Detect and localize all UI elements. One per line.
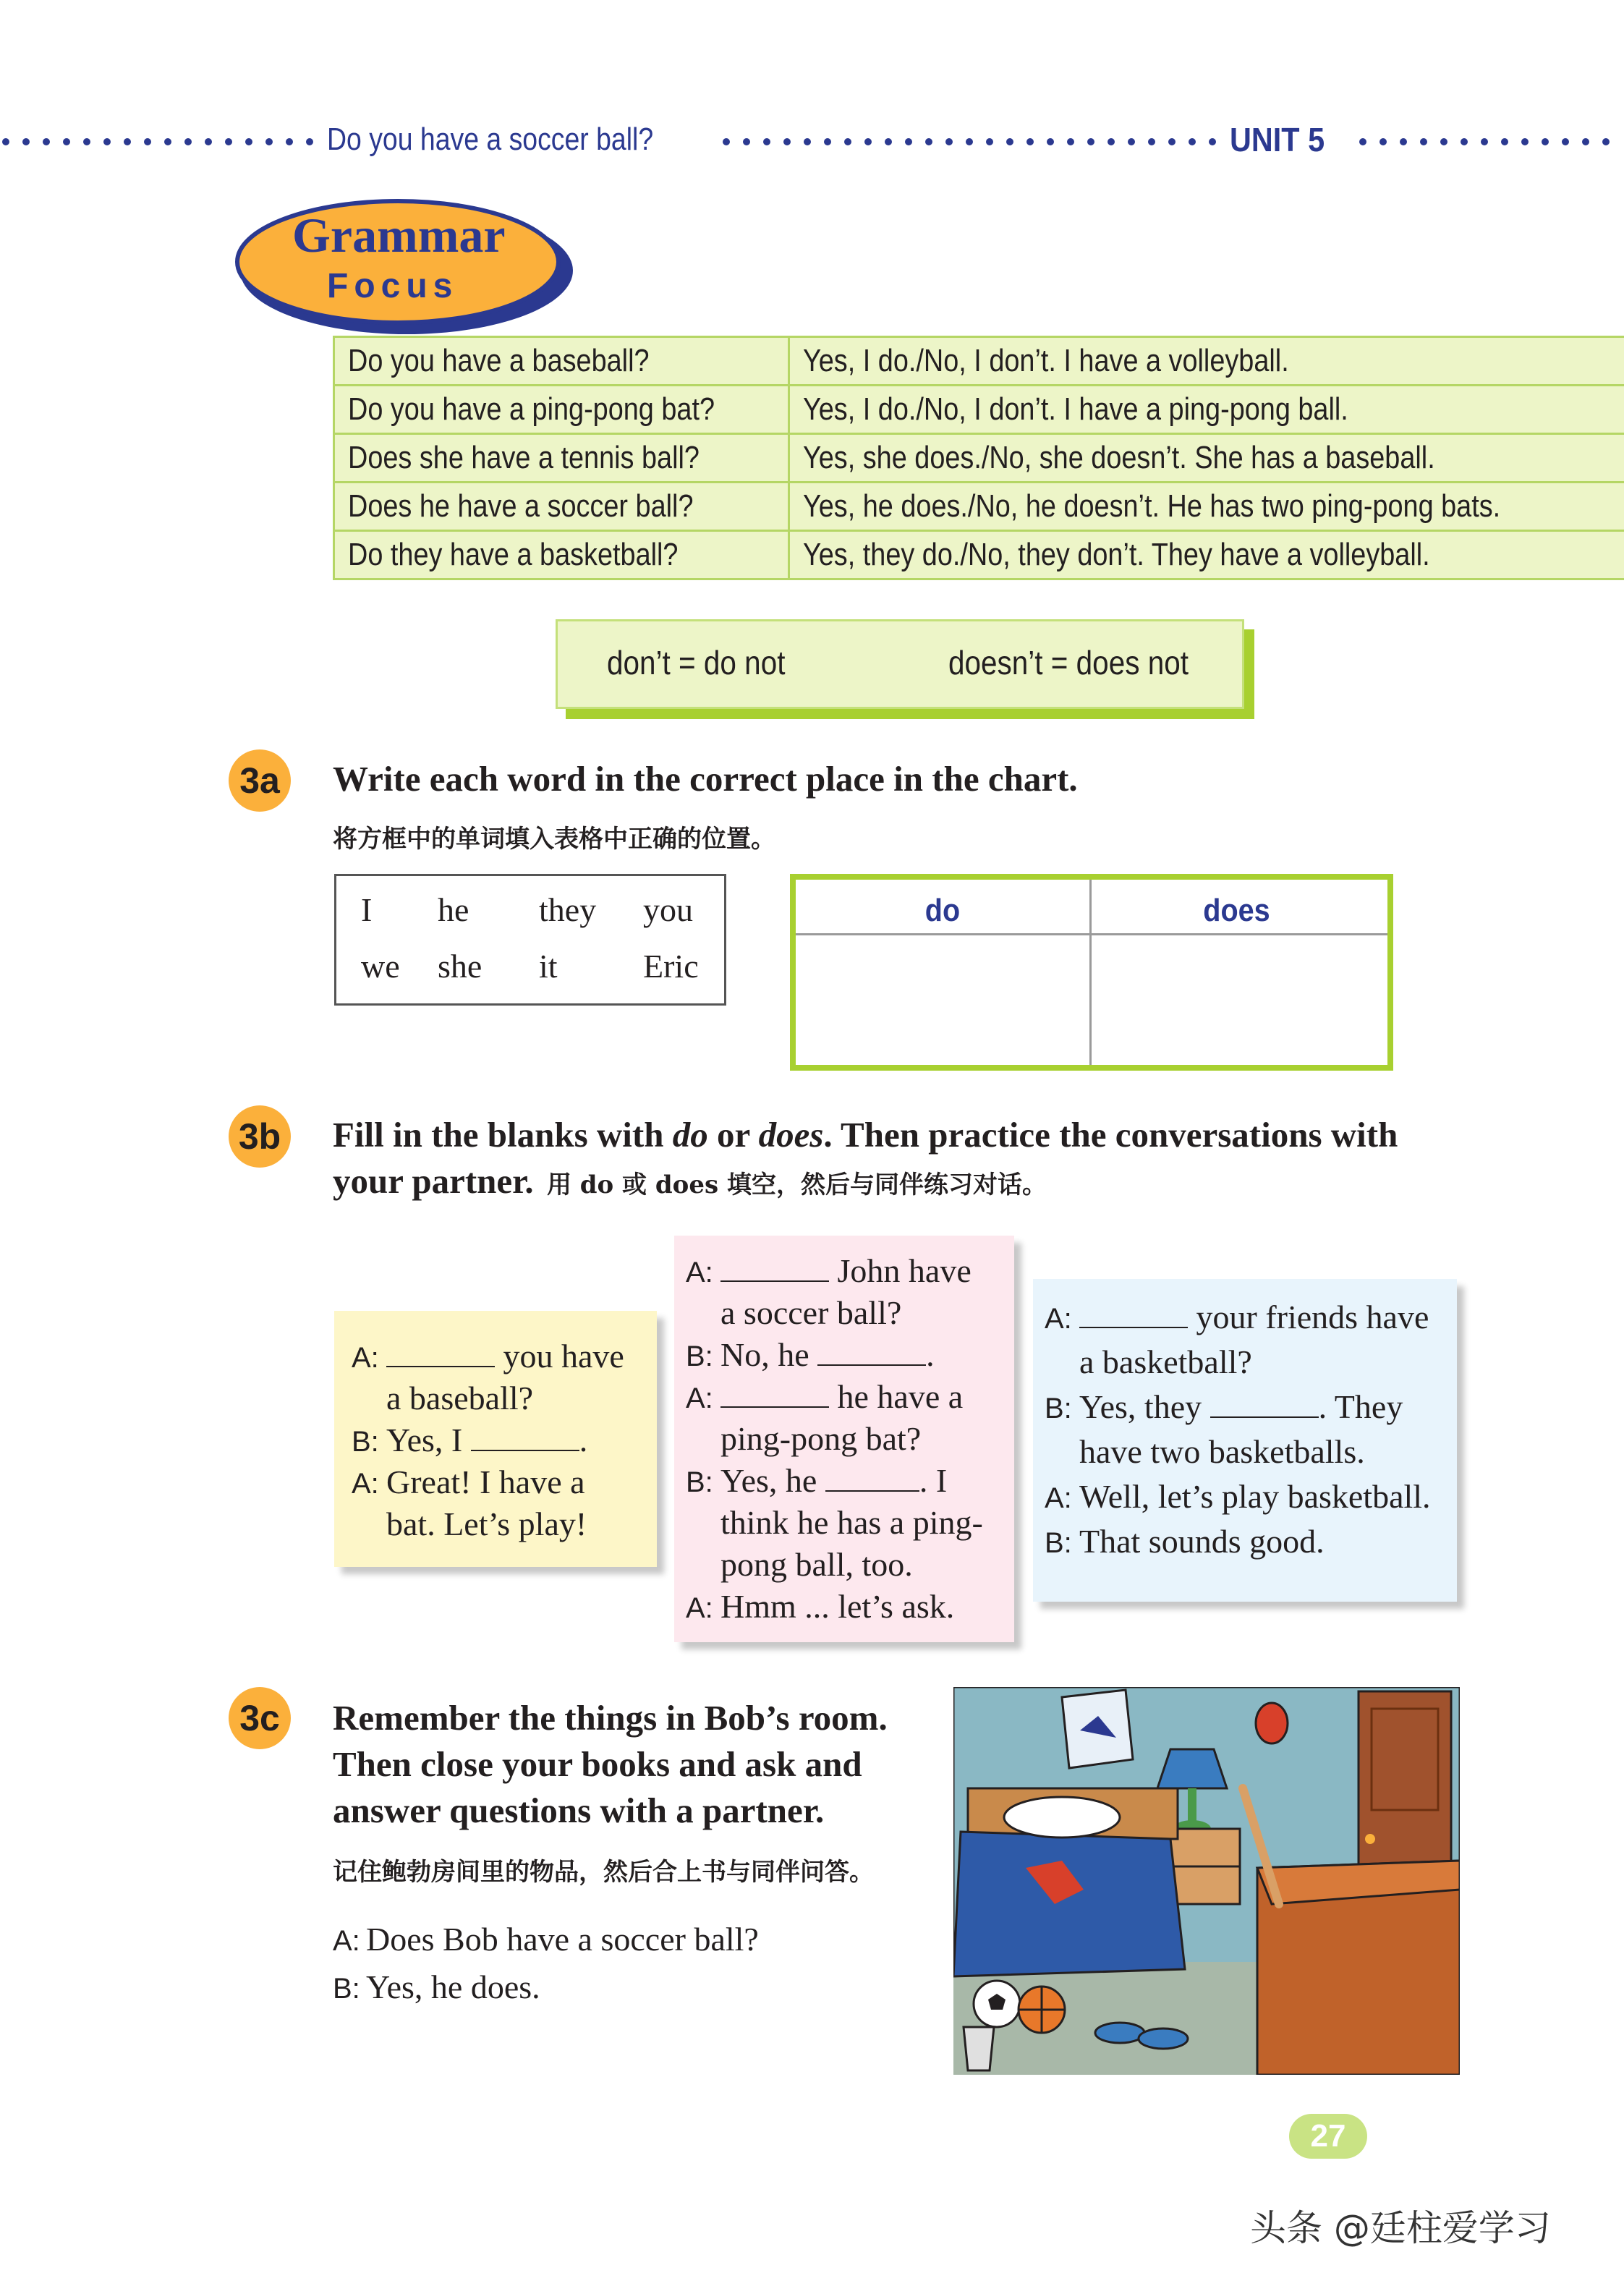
- conv3-line: a basketball?: [1079, 1343, 1252, 1380]
- soccer-ball-icon: [974, 1981, 1020, 2027]
- poster-icon: [1062, 1690, 1133, 1768]
- exercise-badge-3a: 3a: [229, 749, 291, 812]
- speaker-label: B:: [686, 1466, 713, 1498]
- watermark: 头条 @廷柱爱学习: [1250, 2207, 1551, 2249]
- conv3-line: [1045, 1298, 1429, 1336]
- conv-text: Well, let’s play basketball.: [1079, 1478, 1431, 1515]
- word-item: you: [643, 891, 693, 928]
- chart-header-do: do: [924, 893, 961, 928]
- focus-title: Focus: [327, 267, 459, 305]
- conv2-line: [686, 1461, 947, 1500]
- question-cell: Does she have a tennis ball?: [348, 440, 700, 475]
- conv-text: .: [579, 1422, 588, 1458]
- speaker-label: A:: [686, 1592, 713, 1624]
- speaker-label: A:: [1045, 1482, 1072, 1514]
- do-does-chart: [790, 874, 1393, 1071]
- answer-blank[interactable]: [817, 1338, 926, 1366]
- speaker-label: A:: [352, 1342, 379, 1374]
- grammar-title: Grammar: [292, 208, 506, 263]
- chinese-instruction-3c: 记住鲍勃房间里的物品，然后合上书与同伴问答。: [333, 1858, 874, 1887]
- bobs-room-illustration: [953, 1687, 1460, 2075]
- instruction-3b-line2: [333, 1160, 1047, 1202]
- table-row: [334, 386, 1624, 434]
- word-item: I: [361, 891, 373, 928]
- speaker-label: A:: [1045, 1303, 1072, 1335]
- instruction-3a: Write each word in the correct place in the chart.: [333, 759, 1078, 799]
- conv2-line: pong ball, too.: [720, 1546, 913, 1583]
- conv-text: your friends have: [1196, 1299, 1429, 1335]
- word-item: he: [438, 891, 469, 928]
- speaker-label: A:: [352, 1468, 379, 1500]
- dialog-line-a: [333, 1920, 759, 1958]
- answer-blank[interactable]: [471, 1424, 579, 1451]
- answer-cell: Yes, I do./No, I don’t. I have a volleyball.: [802, 343, 1289, 378]
- instruction-3c-line1: Remember the things in Bob’s room.: [333, 1698, 888, 1738]
- instruction-3b-part: Fill in the blanks with: [333, 1115, 673, 1155]
- contraction-doesnt: doesn’t = does not: [948, 644, 1189, 681]
- instruction-3c-line2: Then close your books and ask and: [333, 1744, 862, 1784]
- speaker-label: B:: [1045, 1527, 1072, 1559]
- conv-text: That sounds good.: [1079, 1523, 1325, 1560]
- instruction-3b-do: do: [672, 1115, 708, 1155]
- conv-text: Yes, he: [720, 1462, 817, 1499]
- answer-cell: Yes, they do./No, they don’t. They have a volleyball.: [802, 537, 1430, 572]
- word-item: we: [361, 948, 400, 985]
- word-item: she: [438, 948, 482, 985]
- word-item: Eric: [643, 948, 699, 985]
- grammar-table: [333, 336, 1624, 580]
- conv2-line: [686, 1587, 954, 1626]
- conv-text: Yes, they: [1079, 1388, 1202, 1425]
- chinese-instruction-3b: 用 do 或 does 填空，然后与同伴练习对话。: [546, 1171, 1047, 1199]
- conversation-box-1: [334, 1311, 657, 1567]
- header-dots-middle: [720, 135, 1220, 149]
- word-item: they: [539, 891, 597, 928]
- exercise-badge-3c: 3c: [229, 1687, 291, 1749]
- word-box: [334, 874, 726, 1006]
- conv1-line: bat. Let’s play!: [386, 1505, 587, 1542]
- conv-text: .: [926, 1336, 935, 1373]
- speaker-label: B:: [352, 1426, 379, 1458]
- header-title: Do you have a soccer ball?: [327, 122, 654, 157]
- instruction-3b-does: does: [758, 1115, 824, 1155]
- conv-text: John have: [837, 1252, 972, 1289]
- conv1-line: [352, 1463, 585, 1501]
- dialog-line-b: [333, 1968, 540, 2006]
- answer-blank[interactable]: [720, 1254, 829, 1282]
- header-dots-right: [1354, 135, 1624, 149]
- conv1-line: [352, 1337, 624, 1375]
- conv2-line: think he has a ping-: [720, 1504, 983, 1541]
- header-unit: UNIT 5: [1230, 121, 1325, 158]
- conv-text: . They: [1318, 1388, 1403, 1425]
- conv2-line: [686, 1377, 963, 1416]
- conv1-line: [352, 1421, 587, 1459]
- desk-icon: [1257, 1861, 1460, 2075]
- chinese-instruction-3a: 将方框中的单词填入表格中正确的位置。: [333, 825, 775, 854]
- table-row: [334, 337, 1624, 386]
- conv-text: . I: [919, 1462, 948, 1499]
- conv-text: he have a: [837, 1378, 964, 1415]
- header-dots-left: [0, 135, 318, 149]
- speaker-label: B:: [333, 1973, 360, 2005]
- question-cell: Does he have a soccer ball?: [348, 488, 694, 524]
- speaker-label: B:: [686, 1341, 713, 1372]
- speaker-label: B:: [1045, 1393, 1072, 1424]
- contraction-box: [556, 619, 1244, 709]
- instruction-3b-part: or: [707, 1115, 759, 1155]
- conv-text: Hmm ... let’s ask.: [720, 1588, 955, 1625]
- conv-text: Yes, I: [386, 1422, 463, 1458]
- question-cell: Do you have a ping-pong bat?: [348, 391, 715, 427]
- speaker-label: A:: [686, 1257, 713, 1288]
- conv1-line: a baseball?: [386, 1380, 534, 1416]
- chart-column-does: [1092, 880, 1382, 1065]
- conv3-line: [1045, 1522, 1325, 1560]
- speaker-label: A:: [686, 1382, 713, 1414]
- conv3-line: [1045, 1388, 1403, 1426]
- table-row: [334, 434, 1624, 483]
- conv-text: Great! I have a: [386, 1463, 585, 1500]
- dialog-text: Does Bob have a soccer ball?: [366, 1921, 759, 1958]
- contraction-dont: don’t = do not: [607, 644, 786, 681]
- answer-cell: Yes, he does./No, he doesn’t. He has two ping-pong bats.: [802, 488, 1500, 524]
- conv3-line: have two basketballs.: [1079, 1433, 1365, 1470]
- dialog-text: Yes, he does.: [366, 1968, 540, 2005]
- conv3-line: [1045, 1477, 1431, 1516]
- chart-column-do: [796, 880, 1089, 1065]
- table-row: [334, 483, 1624, 531]
- question-cell: Do you have a baseball?: [348, 343, 650, 378]
- instruction-3b: [333, 1114, 1398, 1155]
- conv-text: you have: [503, 1338, 624, 1375]
- question-cell: Do they have a basketball?: [348, 537, 679, 572]
- conv2-line: [686, 1335, 935, 1374]
- answer-blank[interactable]: [1210, 1390, 1319, 1418]
- instruction-3c-line3: answer questions with a partner.: [333, 1790, 825, 1830]
- conv2-line: a soccer ball?: [720, 1294, 902, 1331]
- conv-text: No, he: [720, 1336, 809, 1373]
- conv2-line: [686, 1252, 972, 1290]
- table-row: [334, 531, 1624, 579]
- instruction-3b-part: . Then practice the conversations with: [823, 1115, 1398, 1155]
- bed-icon: [953, 1788, 1185, 1976]
- answer-blank[interactable]: [825, 1464, 919, 1492]
- answer-cell: Yes, she does./No, she doesn’t. She has a baseball.: [802, 440, 1435, 475]
- instruction-3b-part: your partner.: [333, 1161, 534, 1201]
- answer-blank[interactable]: [720, 1380, 829, 1408]
- answer-blank[interactable]: [1079, 1301, 1188, 1328]
- word-item: it: [539, 948, 558, 985]
- chart-header-does: does: [1203, 893, 1270, 928]
- speaker-label: A:: [333, 1925, 360, 1957]
- exercise-badge-3b: 3b: [229, 1105, 291, 1168]
- conversation-box-2: [674, 1236, 1014, 1642]
- conversation-box-3: [1033, 1279, 1457, 1602]
- waste-basket-icon: [964, 2027, 994, 2070]
- basketball-icon: [1019, 1987, 1065, 2033]
- conv2-line: ping-pong bat?: [720, 1420, 922, 1457]
- answer-cell: Yes, I do./No, I don’t. I have a ping-pong ball.: [802, 391, 1348, 427]
- page-number: 27: [1289, 2114, 1367, 2159]
- answer-blank[interactable]: [386, 1340, 495, 1367]
- boxing-glove-icon: [1256, 1703, 1288, 1743]
